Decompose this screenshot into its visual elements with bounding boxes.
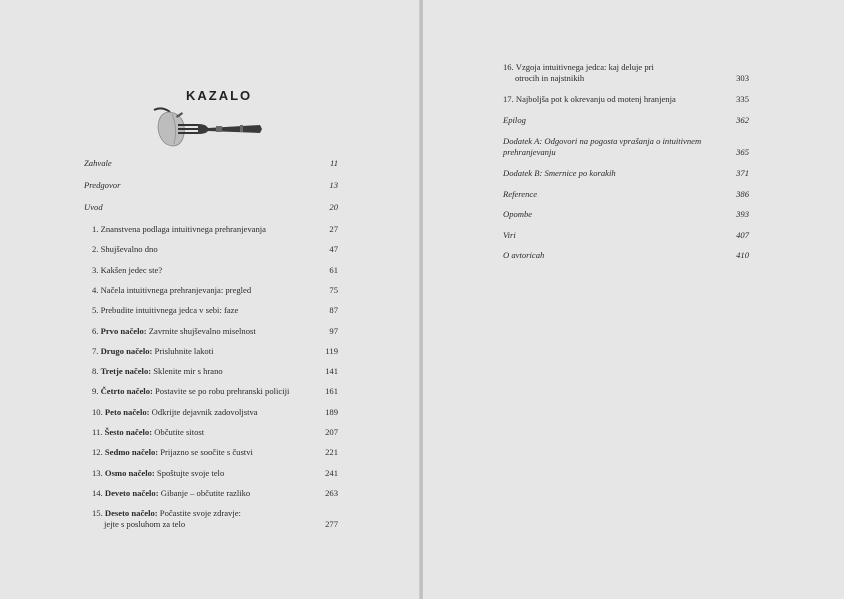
- chapter-title: Postavite se po robu prehranski policiji: [152, 386, 290, 397]
- toc-label-line: Dodatek A: Odgovori na pogosta vprašanja o intuitivnem: [503, 136, 702, 146]
- toc-page: 365: [736, 147, 749, 157]
- chapter-page: 241: [325, 467, 338, 478]
- chapter-number: 12.: [92, 447, 105, 458]
- chapter-page: 97: [329, 325, 338, 336]
- toc-page: 335: [736, 94, 749, 104]
- left-page: [0, 0, 421, 599]
- chapter-number: 3.: [92, 264, 101, 275]
- chapter-title: Prisluhnite lakoti: [152, 345, 214, 356]
- page-title: KAZALO: [186, 88, 253, 103]
- chapter-page: 119: [325, 345, 338, 356]
- chapter-title: Sklenite mir s hrano: [151, 366, 223, 377]
- chapter-title: Občutite sitost: [152, 427, 205, 437]
- chapter-label: [92, 346, 312, 357]
- chapter-title-cont: jejte s posluhom za telo: [104, 519, 186, 530]
- chapter-label: [92, 447, 312, 458]
- chapter-number: 4.: [92, 284, 101, 295]
- chapter-page: 277: [325, 519, 338, 530]
- principle-name: Osmo načelo:: [104, 467, 155, 478]
- principle-name: Drugo načelo:: [100, 345, 153, 356]
- chapter-number: 7.: [92, 345, 101, 356]
- chapter-label: [92, 285, 312, 296]
- chapter-page: 27: [329, 224, 338, 234]
- chapter-page: 141: [325, 366, 338, 377]
- toc-page: 371: [736, 168, 749, 178]
- chapter-title: Prijazno se soočite s čustvi: [158, 447, 253, 458]
- toc-page: 303: [736, 73, 749, 83]
- chapter-label: [92, 386, 312, 397]
- principle-name: Deseto načelo:: [104, 508, 158, 519]
- toc-label-line: Dodatek B: Smernice po korakih: [503, 168, 616, 178]
- chapter-page: 189: [325, 406, 338, 417]
- chapter-title: Prebudite intuitivnega jedca v sebi: faze: [100, 305, 239, 316]
- chapter-title: Počastite svoje zdravje:: [157, 508, 241, 519]
- toc-label-line: Epilog: [503, 115, 526, 125]
- toc-label: [503, 250, 723, 261]
- toc-label: [503, 62, 723, 84]
- toc-label: [503, 189, 723, 200]
- chapter-number: 5.: [92, 305, 101, 316]
- toc-page: 386: [736, 189, 749, 199]
- toc-label: [503, 136, 723, 158]
- toc-page: 11: [330, 158, 338, 168]
- toc-label: [503, 168, 723, 179]
- chapter-page: 75: [329, 284, 338, 295]
- chapter-title: Shujševalno dno: [100, 244, 158, 255]
- toc-label-line: Opombe: [503, 209, 533, 219]
- toc-page: 407: [736, 230, 749, 240]
- principle-name: Sedmo načelo:: [104, 447, 159, 458]
- chapter-number: 14.: [92, 487, 105, 498]
- toc-page: 362: [736, 115, 749, 125]
- toc-label: Zahvale: [84, 158, 112, 168]
- toc-label-line: Reference: [503, 189, 538, 199]
- chapter-number: 8.: [92, 366, 101, 377]
- chapter-title: Znanstvena podlaga intuitivnega prehranjevanja: [100, 224, 266, 234]
- principle-name: Četrto načelo:: [100, 386, 153, 397]
- chapter-title: Načela intuitivnega prehranjevanja: pregled: [100, 284, 252, 295]
- chapter-number: 11.: [92, 427, 105, 437]
- chapter-number: 10.: [92, 406, 105, 417]
- chapter-page: 47: [329, 244, 338, 255]
- chapter-number: 2.: [92, 244, 101, 255]
- chapter-page: 61: [329, 264, 338, 275]
- toc-page: 393: [736, 209, 749, 219]
- toc-label: [503, 209, 723, 220]
- chapter-label: [92, 427, 312, 438]
- apple-fork-icon: [148, 104, 266, 150]
- chapter-label: [92, 326, 312, 337]
- chapter-number: 6.: [92, 325, 101, 336]
- chapter-title: Odkrijte dejavnik zadovoljstva: [149, 406, 258, 417]
- toc-label-line: Viri: [503, 230, 516, 240]
- chapter-label: [92, 508, 312, 530]
- toc-page: 20: [329, 202, 338, 212]
- chapter-page: 221: [325, 447, 338, 458]
- chapter-number: 15.: [92, 508, 105, 519]
- chapter-label: [92, 305, 312, 316]
- chapter-page: 207: [325, 427, 338, 437]
- toc-label: Predgovor: [84, 180, 121, 190]
- toc-label: [503, 115, 723, 126]
- chapter-label: [92, 224, 312, 235]
- chapter-page: 263: [325, 487, 338, 498]
- chapter-number: 9.: [92, 386, 101, 397]
- principle-name: Tretje načelo:: [100, 366, 152, 377]
- chapter-title: Zavrnite shujševalno miselnost: [146, 325, 256, 336]
- chapter-label: [92, 265, 312, 276]
- chapter-label: [92, 244, 312, 255]
- chapter-title: Kakšen jedec ste?: [100, 264, 163, 275]
- chapter-title: Gibanje – občutite razliko: [158, 487, 251, 498]
- chapter-label: [92, 488, 312, 499]
- right-page: [423, 0, 844, 599]
- principle-name: Peto načelo:: [104, 406, 150, 417]
- chapter-page: 161: [325, 386, 338, 397]
- toc-label-line: O avtoricah: [503, 250, 545, 260]
- toc-label: Uvod: [84, 202, 103, 212]
- principle-name: Deveto načelo:: [104, 487, 159, 498]
- chapter-label: [92, 366, 312, 377]
- toc-page: 13: [329, 180, 338, 190]
- toc-page: 410: [736, 250, 749, 260]
- toc-label-line: 16. Vzgoja intuitivnega jedca: kaj deluje pri: [503, 62, 654, 72]
- toc-label: [503, 230, 723, 241]
- toc-label-line: 17. Najboljša pot k okrevanju od motenj hranjenja: [503, 94, 676, 104]
- toc-label-line: otrocih in najstnikih: [515, 73, 585, 83]
- principle-name: Prvo načelo:: [100, 325, 147, 336]
- chapter-number: 13.: [92, 467, 105, 478]
- toc-label: [503, 94, 723, 105]
- chapter-number: 1.: [92, 224, 101, 234]
- chapter-page: 87: [329, 305, 338, 316]
- principle-name: Šesto načelo:: [104, 427, 153, 437]
- chapter-label: [92, 468, 312, 479]
- toc-label-line: prehranjevanju: [503, 147, 556, 157]
- chapter-title: Spoštujte svoje telo: [154, 467, 225, 478]
- chapter-label: [92, 407, 312, 418]
